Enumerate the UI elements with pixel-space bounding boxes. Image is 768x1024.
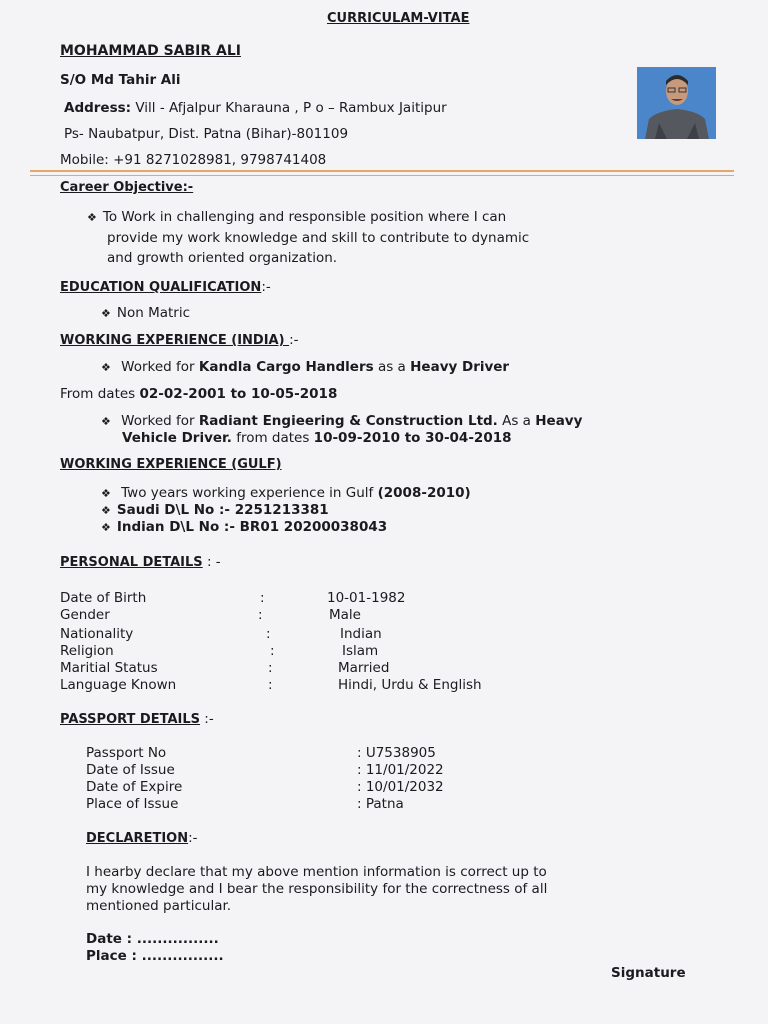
passport-heading-row [60, 711, 214, 727]
exp-india-item-1-mid: as a [373, 359, 411, 375]
exp-india-item-2-company: Radiant Engieering & Construction Ltd. [198, 413, 498, 429]
address-line-2: Ps- Naubatpur, Dist. Patna (Bihar)-801109 [64, 126, 349, 142]
passport-expiry-date-label: Date of Expire [86, 779, 183, 795]
personal-religion-value: Islam [342, 643, 379, 659]
exp-india-item-2-mid: As a [497, 413, 536, 429]
passport-expiry-date-value: : 10/01/2032 [357, 779, 444, 795]
passport-heading: PASSPORT DETAILS [60, 712, 201, 727]
exp-india-item-1 [101, 359, 509, 375]
passport-issue-date-label: Date of Issue [86, 762, 175, 778]
exp-india-item-2-line-2 [122, 430, 512, 446]
address-line-1 [64, 100, 447, 116]
personal-dob-colon: : [260, 590, 265, 606]
exp-india-item-2-dates-pre: from dates [231, 430, 314, 446]
passport-heading-suffix: :- [200, 711, 214, 727]
career-objective-line-2: provide my work knowledge and skill to contribute to dynamic [107, 230, 530, 246]
document-title: CURRICULAM-VITAE [327, 11, 470, 26]
personal-language-value: Hindi, Urdu & English [338, 677, 482, 693]
exp-gulf-item-1 [101, 485, 471, 501]
personal-language-label: Language Known [60, 677, 177, 693]
personal-religion-colon: : [270, 643, 275, 659]
personal-heading-suffix: : - [202, 554, 221, 570]
exp-india-item-1-pre: Worked for [121, 359, 199, 375]
exp-india-item-2-role-cont: Vehicle Driver. [122, 430, 232, 446]
exp-gulf-saudi-license: ❖ Saudi D\L No :- 2251213381 [101, 502, 329, 518]
header-divider [30, 170, 734, 172]
address-text: Vill - Afjalpur Kharauna , P o – Rambux Jaitipur [131, 100, 447, 116]
exp-india-item-1-dates-row [60, 386, 337, 402]
signature-label: Signature [611, 965, 686, 981]
career-objective-line-3: and growth oriented organization. [107, 250, 338, 266]
declaration-place: Place : ................ [86, 948, 224, 964]
personal-gender-value: Male [329, 607, 361, 623]
declaration-heading-row [86, 830, 198, 846]
exp-india-heading: WORKING EXPERIENCE (INDIA) [60, 333, 290, 348]
exp-india-item-2-dates: 10-09-2010 to 30-04-2018 [313, 430, 512, 446]
passport-number-value: : U7538905 [357, 745, 436, 761]
passport-number-label: Passport No [86, 745, 167, 761]
exp-india-item-1-role: Heavy Driver [410, 359, 510, 375]
declaration-line-3: mentioned particular. [86, 898, 232, 914]
passport-issue-place-label: Place of Issue [86, 796, 179, 812]
personal-marital-colon: : [268, 660, 273, 676]
candidate-name: MOHAMMAD SABIR ALI [60, 43, 241, 59]
exp-gulf-item-1-text: Two years working experience in Gulf [121, 485, 378, 501]
parent-name: S/O Md Tahir Ali [60, 72, 181, 88]
declaration-line-1: I hearby declare that my above mention information is correct up to [86, 864, 547, 880]
exp-india-item-1-company: Kandla Cargo Handlers [198, 359, 374, 375]
personal-nationality-label: Nationality [60, 626, 134, 642]
personal-religion-label: Religion [60, 643, 114, 659]
passport-issue-date-value: : 11/01/2022 [357, 762, 444, 778]
personal-dob-value: 10-01-1982 [327, 590, 406, 606]
exp-india-heading-suffix: :- [289, 332, 299, 348]
passport-issue-place-value: : Patna [357, 796, 404, 812]
exp-india-item-1-dates-pre: From dates [60, 386, 140, 402]
exp-india-heading-row [60, 332, 299, 348]
exp-india-item-2 [101, 413, 582, 429]
personal-gender-colon: : [258, 607, 263, 623]
personal-heading: PERSONAL DETAILS [60, 555, 203, 570]
career-objective-heading: Career Objective:- [60, 180, 194, 195]
declaration-heading: DECLARETION [86, 831, 189, 846]
exp-gulf-indian-license: ❖ Indian D\L No :- BR01 20200038043 [101, 519, 387, 535]
declaration-line-2: my knowledge and I bear the responsibility for the correctness of all [86, 881, 548, 897]
declaration-heading-suffix: :- [188, 830, 198, 846]
address-label: Address: [64, 100, 132, 116]
exp-india-item-2-role: Heavy [535, 413, 583, 429]
personal-dob-label: Date of Birth [60, 590, 147, 606]
education-heading-row [60, 279, 271, 295]
personal-nationality-value: Indian [340, 626, 382, 642]
exp-india-item-1-dates: 02-02-2001 to 10-05-2018 [139, 386, 338, 402]
exp-india-item-2-pre: Worked for [121, 413, 199, 429]
exp-gulf-item-1-years: (2008-2010) [377, 485, 471, 501]
education-item: ❖ Non Matric [101, 305, 190, 321]
personal-marital-value: Married [338, 660, 390, 676]
mobile-numbers: Mobile: +91 8271028981, 9798741408 [60, 152, 327, 168]
declaration-date: Date : ................ [86, 931, 219, 947]
career-objective-line-1: ❖ To Work in challenging and responsible position where I can [87, 209, 506, 225]
personal-marital-label: Maritial Status [60, 660, 158, 676]
personal-heading-row [60, 554, 221, 570]
profile-photo [637, 67, 716, 139]
personal-nationality-colon: : [266, 626, 271, 642]
personal-gender-label: Gender [60, 607, 110, 623]
education-heading: EDUCATION QUALIFICATION [60, 280, 262, 295]
education-heading-suffix: :- [261, 279, 271, 295]
header-divider-thin [30, 175, 734, 176]
personal-language-colon: : [268, 677, 273, 693]
exp-gulf-heading: WORKING EXPERIENCE (GULF) [60, 457, 282, 472]
